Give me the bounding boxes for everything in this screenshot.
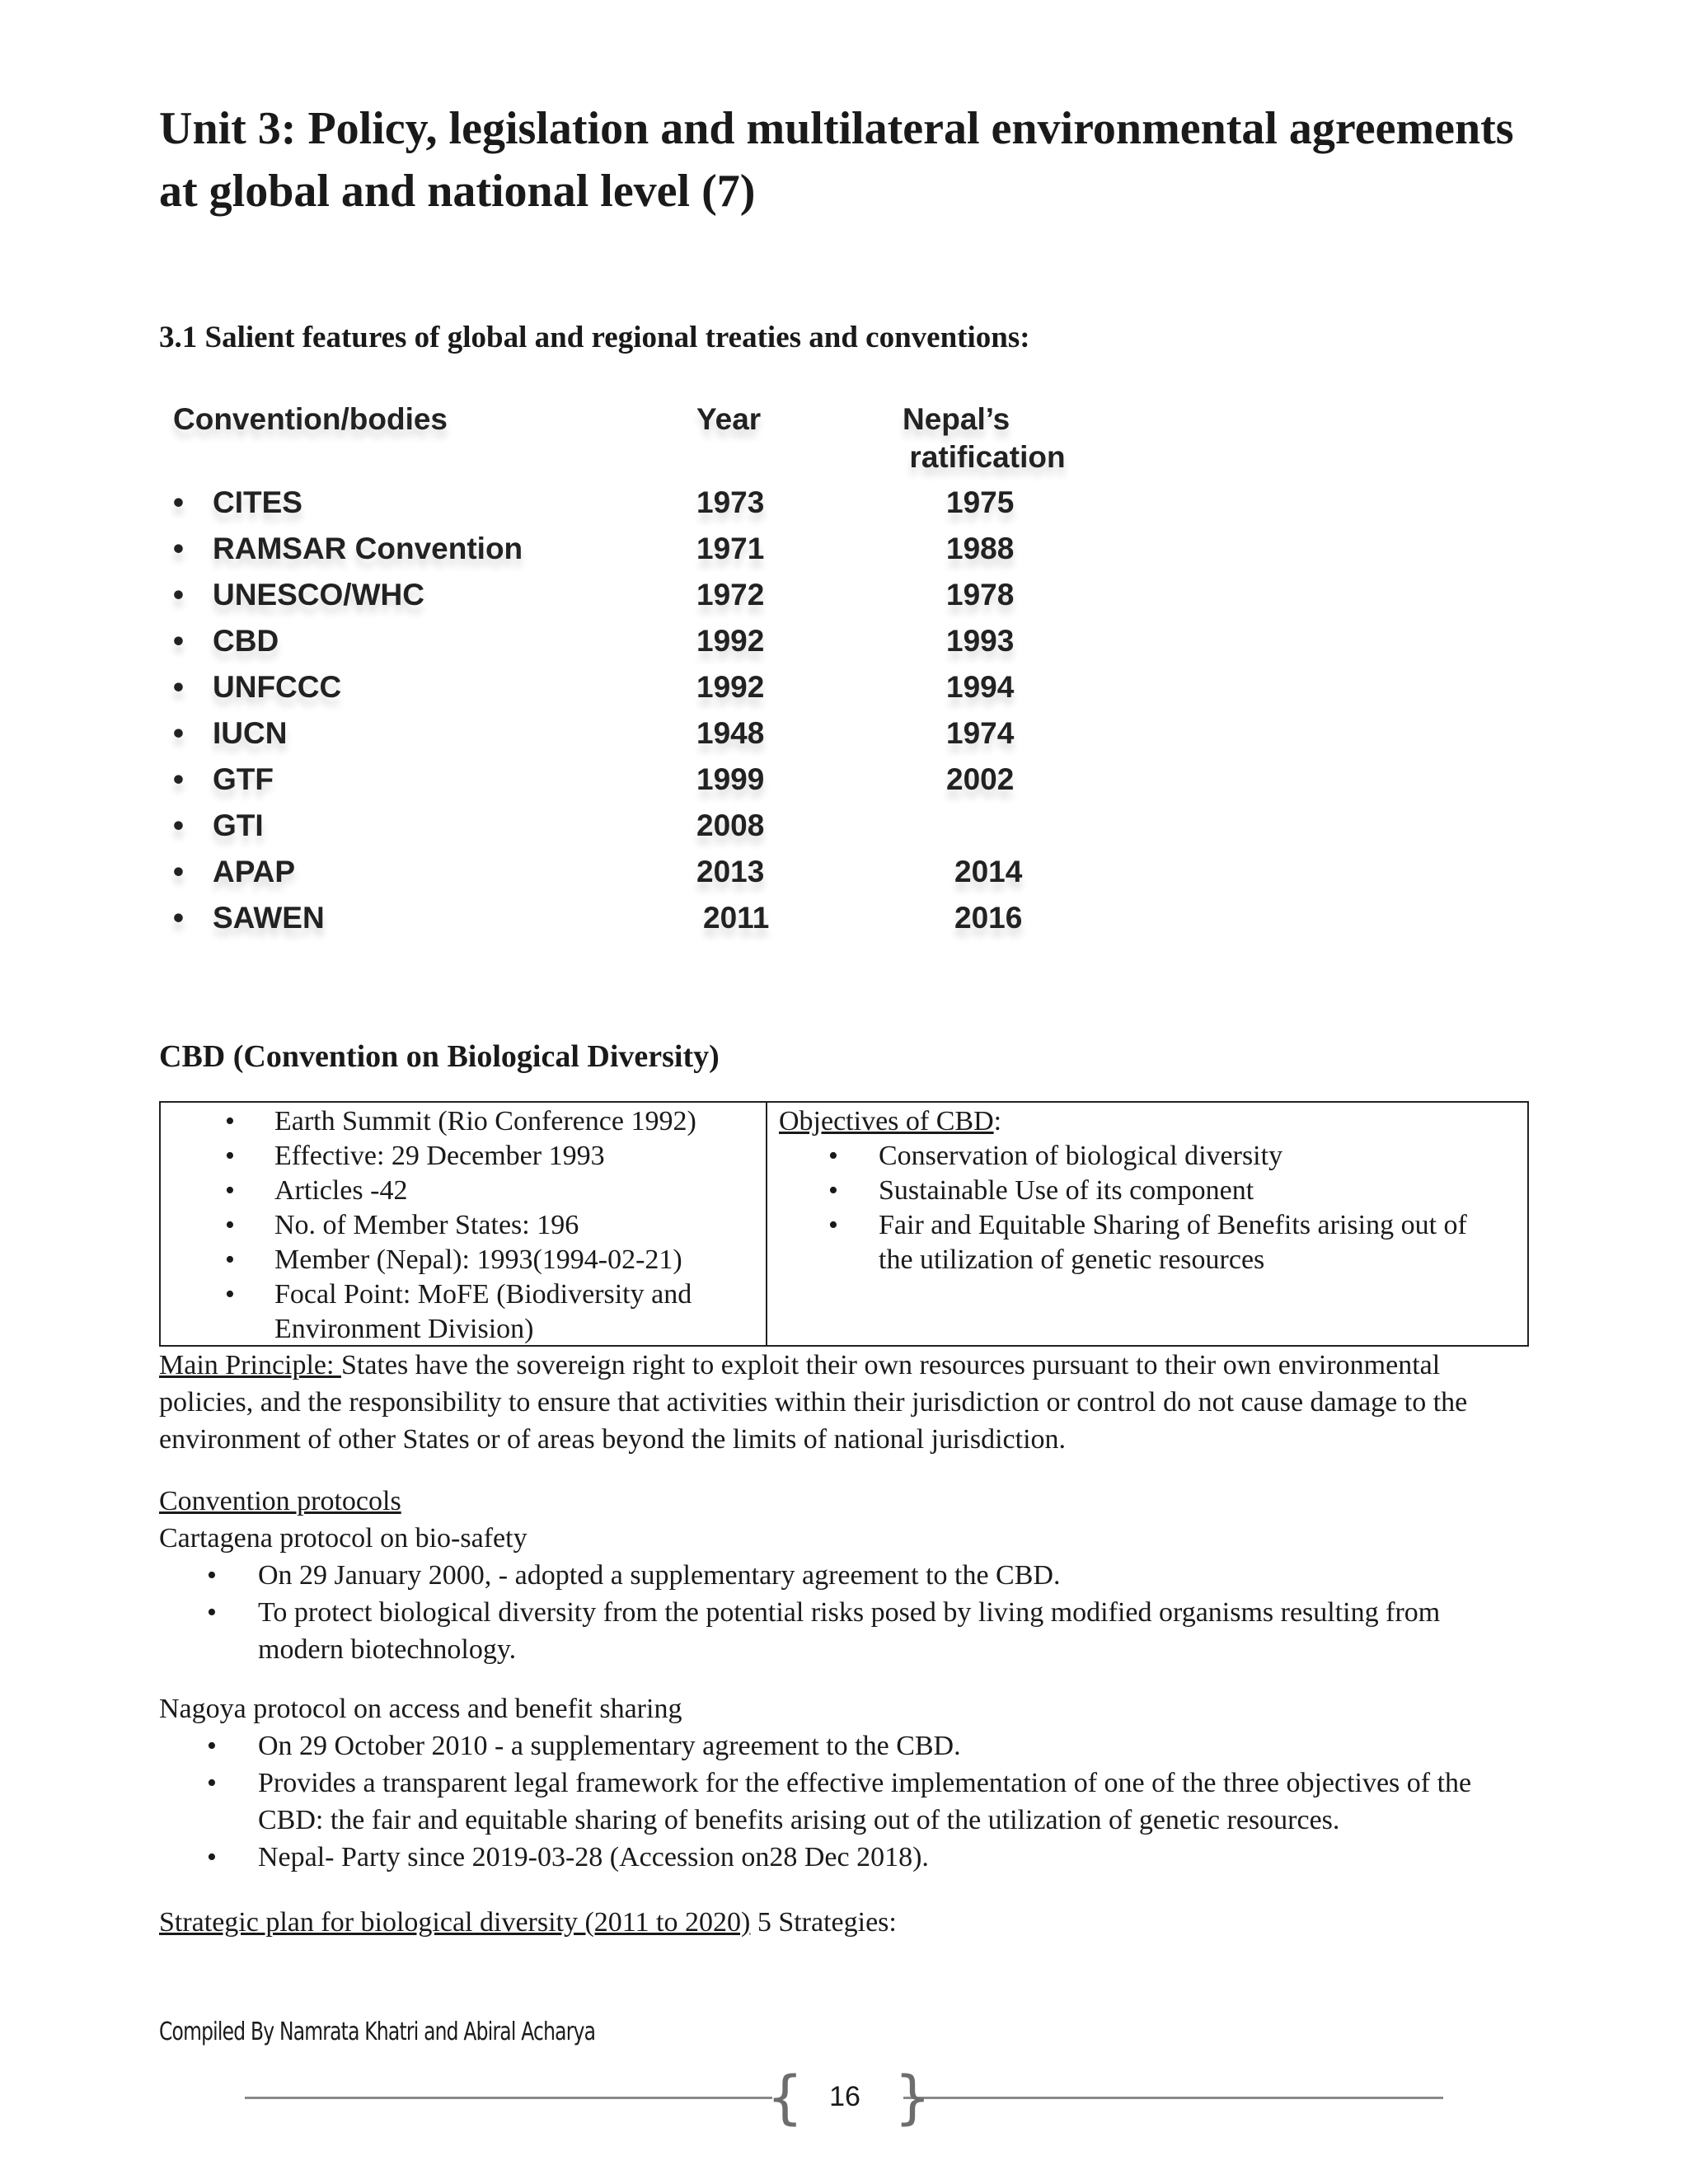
- convention-name: RAMSAR Convention: [213, 532, 523, 565]
- bullet-icon: •: [828, 1210, 838, 1240]
- conventions-table: [159, 394, 1090, 954]
- main-principle-text: States have the sovereign right to exploit their own resources pursuant to their own environmental policies, and the responsibility to ensure that activities within their jurisdiction or control do not cause damage to the environment of other States or of areas beyond the limits of national jurisdiction.: [159, 1350, 1468, 1455]
- list-item: [161, 1104, 766, 1139]
- convention-name: UNFCCC: [213, 670, 342, 704]
- header-ratification-line1: Nepal’s: [903, 402, 1010, 436]
- list-item-text: No. of Member States: 196: [274, 1210, 579, 1240]
- nagoya-list: [159, 1727, 1529, 1876]
- list-item-text: Sustainable Use of its component: [879, 1175, 1254, 1206]
- cartagena-title: Cartagena protocol on bio-safety: [159, 1523, 528, 1554]
- list-item: [159, 1594, 1529, 1668]
- bullet-icon: •: [225, 1210, 235, 1240]
- cbd-facts-list: [161, 1103, 766, 1347]
- convention-year: 1971: [696, 532, 765, 565]
- objectives-title: Objectives of CBD: [779, 1106, 994, 1137]
- convention-ratification: 2002: [946, 762, 1015, 796]
- convention-year: 1992: [696, 670, 765, 704]
- strategic-plan-rest: 5 Strategies:: [750, 1907, 897, 1938]
- convention-year: 2008: [696, 808, 765, 842]
- convention-row: [159, 664, 1090, 710]
- bullet-icon: •: [173, 578, 184, 612]
- main-principle-label: Main Principle:: [159, 1350, 341, 1380]
- header-year: Year: [696, 402, 762, 436]
- convention-ratification: 1975: [946, 485, 1015, 519]
- list-item-text: Focal Point: MoFE (Biodiversity and Environment Division): [274, 1279, 692, 1344]
- bullet-icon: •: [225, 1279, 235, 1310]
- bullet-icon: •: [173, 762, 184, 796]
- list-item: [161, 1277, 766, 1347]
- bullet-icon: •: [173, 624, 184, 658]
- bullet-icon: •: [225, 1106, 235, 1137]
- convention-row: [159, 618, 1090, 664]
- convention-ratification: 1993: [946, 624, 1015, 658]
- list-item-text: Member (Nepal): 1993(1994-02-21): [274, 1244, 682, 1275]
- protocols-section: [159, 1483, 1529, 1876]
- convention-ratification: 1988: [946, 532, 1015, 565]
- list-item-text: Earth Summit (Rio Conference 1992): [274, 1106, 696, 1137]
- main-principle-paragraph: [159, 1347, 1529, 1458]
- bullet-icon: •: [173, 485, 184, 519]
- convention-row: [159, 480, 1090, 526]
- list-item-text: To protect biological diversity from the potential risks posed by living modified organisms resulting from modern biotechnology.: [258, 1597, 1441, 1665]
- bullet-icon: •: [173, 901, 184, 935]
- convention-name: UNESCO/WHC: [213, 578, 424, 612]
- convention-year: 1972: [696, 578, 765, 612]
- convention-year: 1992: [696, 624, 765, 658]
- convention-name: CBD: [213, 624, 279, 658]
- list-item: [161, 1174, 766, 1208]
- list-item: [161, 1139, 766, 1174]
- convention-name: CITES: [213, 485, 302, 519]
- strategic-plan-line: [159, 1904, 1529, 1941]
- page-title: Unit 3: Policy, legislation and multilateral environmental agreements at global and national level (7): [159, 103, 1514, 217]
- bullet-icon: •: [173, 808, 184, 842]
- list-item: [159, 1557, 1529, 1594]
- bullet-icon: •: [828, 1175, 838, 1206]
- convention-ratification: 2014: [954, 855, 1023, 888]
- list-item-text: On 29 October 2010 - a supplementary agreement to the CBD.: [258, 1731, 961, 1761]
- bullet-icon: •: [207, 1768, 217, 1798]
- footer-rule-left: [245, 2097, 772, 2099]
- bullet-icon: •: [225, 1141, 235, 1171]
- bullet-icon: •: [173, 855, 184, 888]
- footer-rule-right: [903, 2097, 1443, 2099]
- cartagena-list: [159, 1557, 1529, 1668]
- convention-ratification: 2016: [954, 901, 1023, 935]
- convention-year: 1999: [696, 762, 765, 796]
- cbd-info-table: [159, 1101, 1529, 1347]
- cbd-objectives-cell: [767, 1103, 1527, 1345]
- cbd-heading: CBD (Convention on Biological Diversity): [159, 1039, 720, 1074]
- convention-year: 1948: [696, 716, 765, 750]
- convention-ratification: 1978: [946, 578, 1015, 612]
- list-item-text: Conservation of biological diversity: [879, 1141, 1283, 1171]
- convention-row: [159, 710, 1090, 757]
- page-number: 16: [829, 2081, 860, 2112]
- convention-name: APAP: [213, 855, 296, 888]
- list-item: [161, 1243, 766, 1277]
- list-item: [767, 1174, 1527, 1208]
- bullet-icon: •: [173, 532, 184, 565]
- header-convention: Convention/bodies: [173, 402, 448, 436]
- bullet-icon: •: [173, 716, 184, 750]
- convention-row: [159, 526, 1090, 572]
- header-ratification-line2: ratification: [909, 440, 1066, 474]
- cbd-facts-cell: [161, 1103, 767, 1345]
- list-item: [159, 1839, 1529, 1876]
- conventions-rows: [159, 480, 1090, 941]
- brace-right-icon: }: [894, 2064, 931, 2131]
- convention-row: [159, 757, 1090, 803]
- protocols-heading: Convention protocols: [159, 1486, 401, 1516]
- convention-name: GTF: [213, 762, 274, 796]
- convention-row: [159, 849, 1090, 895]
- list-item-text: On 29 January 2000, - adopted a supplementary agreement to the CBD.: [258, 1560, 1061, 1591]
- convention-year: 1973: [696, 485, 765, 519]
- convention-name: GTI: [213, 808, 264, 842]
- list-item-text: Fair and Equitable Sharing of Benefits arising out of the utilization of genetic resources: [879, 1210, 1467, 1275]
- list-item: [159, 1765, 1529, 1839]
- convention-name: SAWEN: [213, 901, 325, 935]
- header-ratification: [893, 401, 1082, 476]
- convention-ratification: 1974: [946, 716, 1015, 750]
- footer-credit: Compiled By Namrata Khatri and Abiral Acharya: [159, 2018, 596, 2046]
- bullet-icon: •: [207, 1560, 217, 1591]
- convention-row: [159, 572, 1090, 618]
- bullet-icon: •: [225, 1175, 235, 1206]
- bullet-icon: •: [828, 1141, 838, 1171]
- bullet-icon: •: [207, 1842, 217, 1872]
- convention-row: [159, 895, 1090, 941]
- list-item: [767, 1139, 1527, 1174]
- list-item-text: Effective: 29 December 1993: [274, 1141, 605, 1171]
- list-item-text: Provides a transparent legal framework for the effective implementation of one of the three objectives of the CBD: the fair and equitable sharing of benefits arising out of the utilization of genetic resources.: [258, 1768, 1472, 1835]
- convention-ratification: 1994: [946, 670, 1015, 704]
- bullet-icon: •: [225, 1244, 235, 1275]
- convention-year: 2011: [703, 901, 770, 935]
- convention-year: 2013: [696, 855, 765, 888]
- convention-name: IUCN: [213, 716, 288, 750]
- list-item: [159, 1727, 1529, 1765]
- bullet-icon: •: [173, 670, 184, 704]
- objectives-colon: :: [993, 1106, 1002, 1137]
- cbd-objectives-list: [767, 1139, 1527, 1277]
- list-item: [767, 1208, 1527, 1277]
- list-item: [161, 1208, 766, 1243]
- nagoya-title: Nagoya protocol on access and benefit sharing: [159, 1694, 682, 1724]
- brace-left-icon: {: [767, 2064, 804, 2131]
- convention-row: [159, 803, 1090, 849]
- bullet-icon: •: [207, 1597, 217, 1628]
- objectives-title-line: [779, 1104, 1527, 1139]
- list-item-text: Nepal- Party since 2019-03-28 (Accession on28 Dec 2018).: [258, 1842, 929, 1872]
- strategic-plan-link: Strategic plan for biological diversity (2011 to 2020): [159, 1907, 751, 1938]
- bullet-icon: •: [207, 1731, 217, 1761]
- section-heading: 3.1 Salient features of global and regional treaties and conventions:: [159, 321, 1030, 354]
- list-item-text: Articles -42: [274, 1175, 408, 1206]
